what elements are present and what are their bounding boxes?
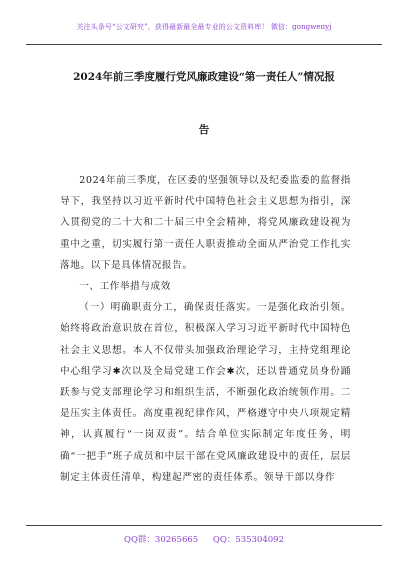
header-banner: 关注头条号“公文研究”，获得最新最全最专业的公文资料库！ 微信：gongwenyj xyxy=(76,23,332,31)
footer-qq: QQ：535304092 xyxy=(212,535,284,545)
paragraph-intro: 2024年前三季度，在区委的坚强领导以及纪委监委的监督指导下，我坚持以习近平新时代中国特色社会主义思想为指引，深入贯彻党的二十大和二十届三中全会精神，将党风廉政建设视为重中之重，切实履行第一责任人职责推动全面从严治党工作扎实落地。以下是具体情况报告。 xyxy=(60,175,351,271)
section-heading: 一、工作举措与成效 xyxy=(79,281,171,293)
paragraph-section-1: （一）明确职责分工，确保责任落实。一是强化政治引领。始终将政治意识放在首位，积极深入学习习近平新时代中国特色社会主义思想。本人不仅带头加强政治理论学习，主持党组理论中心组学习✱次以及全局党建工作会✱次，还以普通党员身份踊跃参与党支部理论学习和组织生活，不断强化政治统领作用。二是压实主体责任。高度重视纪律作风，严格遵守中央八项规定精神，认真履行“一岗双责”。结合单位实际制定年度任务，明确“一把手”班子成员和中层干部在党风廉政建设中的责任，层层制定主体责任清单，构建起严密的责任体系。领导干部以身作 xyxy=(60,302,351,483)
footer-qq-group: QQ群：30265665 xyxy=(123,535,199,545)
document-body xyxy=(60,170,351,488)
footer-divider xyxy=(26,525,382,526)
document-title: 2024年前三季度履行党风廉政建设“第一责任人”情况报 xyxy=(73,71,335,83)
document-title-continuation: 告 xyxy=(198,124,210,136)
header-divider xyxy=(26,44,382,45)
footer xyxy=(0,533,408,545)
